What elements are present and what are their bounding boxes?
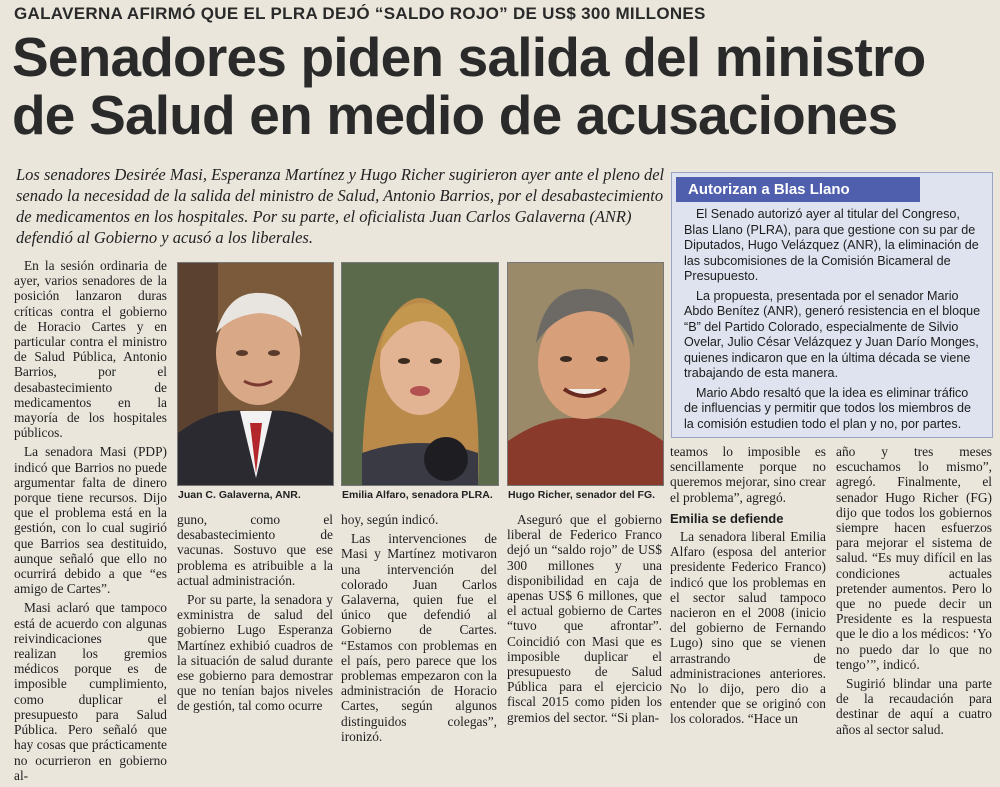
headline-line-2: de Salud en medio de acusaciones — [12, 84, 898, 146]
sidebar-box — [671, 172, 993, 438]
portrait-icon — [508, 263, 663, 485]
portrait-icon — [342, 263, 498, 485]
paragraph: El Senado autorizó ayer al titular del Congreso, Blas Llano (PLRA), para que gestione con su par de Diputados, Hugo Velázquez (ANR), la eliminación de las subcomisiones de la Comisión Bicameral de Presupuesto. — [684, 207, 979, 283]
subheading: Emilia se defiende — [670, 510, 784, 526]
paragraph: En la sesión ordinaria de ayer, varios senadores de la posición lanzaron duras críticas contra el gobierno de Horacio Cartes y en particular contra el ministro de Salud Pública, Antonio Barrios, por el desabastecimiento de medicamentos en la mayoría de los hospitales públicos. — [14, 258, 167, 441]
article-column-6 — [836, 444, 992, 741]
paragraph: guno, como el desabastecimiento de vacunas. Sostuvo que ese problema es atribuible a la actual administración. — [177, 512, 333, 588]
sidebar-title: Autorizan a Blas Llano — [676, 177, 920, 202]
paragraph: Masi aclaró que tampoco está de acuerdo con algunas reivindicaciones que realizan los gremios médicos porque es de imposible cumplimiento, como duplicar el presupuesto para Salud Pública. Pero señaló que hay cosas que prácticamente no ocurrieron en gobierno al- — [14, 600, 167, 783]
deck: Los senadores Desirée Masi, Esperanza Martínez y Hugo Richer sugirieron ayer ante el pleno del senado la necesidad de la salida del ministro de Salud, Antonio Barrios, por el desabastecimiento de medicamentos en los hospitales. Por su parte, el oficialista Juan Carlos Galaverna (ANR) defendió al Gobierno y acusó a los liberales. — [16, 165, 665, 247]
article-column-1 — [14, 258, 167, 787]
paragraph: Por su parte, la senadora y exministra de salud del gobierno Lugo Esperanza Martínez exhibió cuadros de la situación de salud durante ese gobierno para demostrar que no tenían bajos niveles de gestión, tal como ocurre — [177, 592, 333, 714]
article-column-3 — [341, 512, 497, 748]
article-column-2 — [177, 512, 333, 718]
article-column-5 — [670, 444, 826, 731]
portrait-icon — [178, 263, 333, 485]
paragraph: Sugirió blindar una parte de la recaudación para destinar de aquí a cuatro años al sector salud. — [836, 676, 992, 737]
photo-caption: Emilia Alfaro, senadora PLRA. — [342, 489, 493, 501]
photo-caption: Hugo Richer, senador del FG. — [508, 489, 656, 501]
sidebar-body — [672, 202, 992, 432]
paragraph: La senadora Masi (PDP) indicó que Barrios no puede argumentar falta de dinero porque tiene recursos. Dijo que el problema está en la gestión, con lo cual sugirió que Barrios sea destituido, aunque señaló que ello no ocurrirá debido a que “es amigo de Cartes”. — [14, 444, 167, 597]
kicker: GALAVERNA AFIRMÓ QUE EL PLRA DEJÓ “SALDO ROJO” DE US$ 300 MILLONES — [14, 4, 706, 23]
paragraph: La senadora liberal Emilia Alfaro (esposa del anterior presidente Federico Franco) indicó que los problemas en el sector salud tampoco nacieron en el 2008 (inicio del gobierno de Fernando Lugo) sino que se vienen arrastrando de administraciones anteriores. No lo dijo, pero dio a entender que se originó con los colorados. “Hace un — [670, 529, 826, 727]
photo-richer — [507, 262, 664, 486]
paragraph: teamos lo imposible es sencillamente porque no queremos mejorar, sino crear el problema”, agregó. — [670, 444, 826, 505]
paragraph: hoy, según indicó. — [341, 512, 439, 527]
paragraph: La propuesta, presentada por el senador Mario Abdo Benítez (ANR), generó resistencia en el bloque “B” del Partido Colorado, especialmente de Silvio Ovelar, Julio César Velázquez y Juan Darío Monges, quienes indicaron que en la última década se viene trabajando de esta manera. — [684, 288, 981, 380]
article-column-4 — [507, 512, 662, 729]
paragraph: Las intervenciones de Masi y Martínez motivaron una intervención del colorado Juan Carlos Galaverna, quien fue el único que defendió al Gobierno de Cartes. “Estamos con problemas en el país, pero parece que los problemas empezaron con la administración de Horacio Cartes, según algunos distinguidos colegas”, ironizó. — [341, 531, 497, 744]
headline — [12, 28, 992, 144]
paragraph: Mario Abdo resaltó que la idea es eliminar tráfico de influencias y permitir que todos los miembros de la comisión estudien todo el plan y no, por partes. — [684, 385, 971, 431]
photo-caption: Juan C. Galaverna, ANR. — [178, 489, 301, 501]
paragraph: Aseguró que el gobierno liberal de Federico Franco dejó un “saldo rojo” de US$ 300 millones y una disponibilidad en caja de apenas US$ 6 millones, que el actual gobierno de Cartes “tuvo que afrontar”. Coincidió con Masi que es imposible duplicar el presupuesto de Salud Pública para el ejercicio fiscal 2015 como piden los gremios del sector. “Si plan- — [507, 512, 662, 725]
photo-alfaro — [341, 262, 499, 486]
paragraph: año y tres meses escuchamos lo mismo”, agregó. Finalmente, el senador Hugo Richer (FG) dijo que todos los gobiernos siempre hacen esfuerzos para mejorar el sistema de salud. “Es muy difícil en las condiciones actuales pretender aumentos. Pero lo que no puede decir un Presidente es la respuesta que le dio a los médicos: ‘Yo no puedo dar lo que no tengo’”, indicó. — [836, 444, 992, 672]
photo-galaverna — [177, 262, 334, 486]
headline-line-1: Senadores piden salida del ministro — [12, 26, 926, 88]
